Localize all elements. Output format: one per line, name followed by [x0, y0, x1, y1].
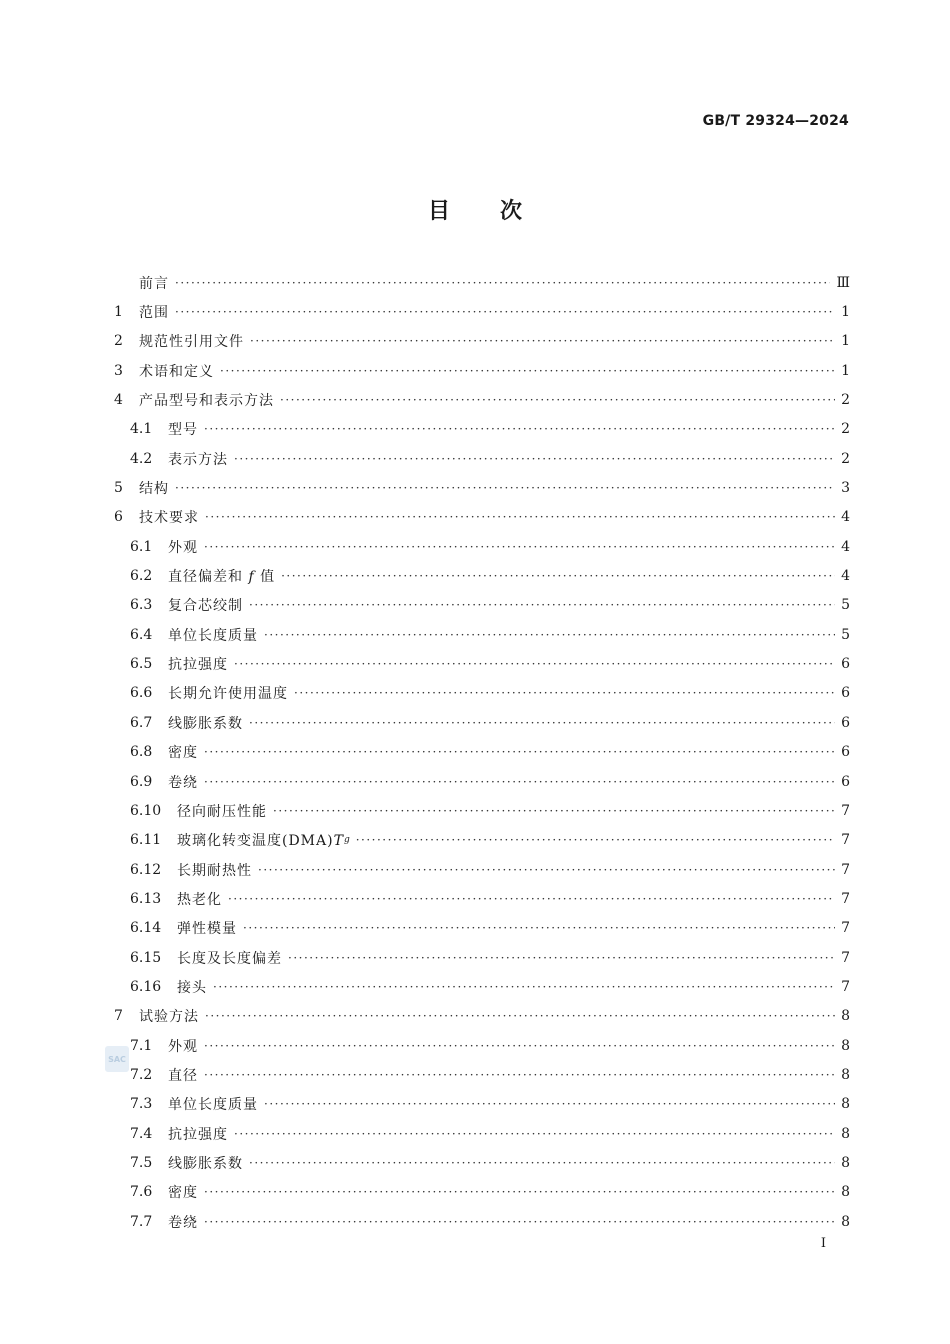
toc-entry-number: 4: [114, 392, 123, 409]
toc-entry-page: 3: [841, 480, 850, 497]
toc-entry-number: 6.3: [130, 597, 153, 614]
toc-entry-page: 8: [841, 1008, 850, 1025]
toc-entry-page: 7: [841, 832, 850, 849]
toc-dot-leader: [204, 422, 835, 436]
toc-entry-number: 5: [114, 480, 123, 497]
toc-entry-page: 6: [841, 714, 850, 731]
toc-entry[interactable]: [114, 473, 850, 502]
toc-entry-number: 6.15: [130, 949, 162, 966]
toc-entry-number: 6.16: [130, 978, 162, 995]
toc-entry-page: 4: [841, 538, 850, 555]
toc-entry-title: 产品型号和表示方法: [139, 393, 274, 410]
toc-entry-page: 7: [841, 920, 850, 937]
toc-entry-number: 7: [114, 1008, 123, 1025]
toc-entry-number: 6.11: [130, 832, 162, 849]
toc-entry-page: 5: [841, 626, 850, 643]
toc-entry[interactable]: [114, 444, 850, 473]
toc-entry[interactable]: [114, 914, 850, 943]
toc-entry-subscript: g: [343, 835, 350, 846]
toc-entry-number: 6.4: [130, 626, 153, 643]
toc-dot-leader: [258, 863, 835, 877]
toc-entry-title: 单位长度质量: [168, 627, 258, 644]
toc-dot-leader: [175, 481, 835, 495]
toc-dot-leader: [250, 334, 835, 348]
toc-entry-page: 8: [841, 1096, 850, 1113]
toc-entry-page: 7: [841, 861, 850, 878]
toc-dot-leader: [273, 804, 835, 818]
toc-entry-title: 复合芯绞制: [168, 598, 243, 615]
toc-entry-number: 6: [114, 509, 123, 526]
toc-entry[interactable]: [114, 1178, 850, 1207]
page-title: [0, 194, 950, 225]
toc-entry-number: 7.5: [130, 1154, 153, 1171]
toc-entry-number: 6.14: [130, 920, 162, 937]
toc-entry-title: 径向耐压性能: [177, 803, 267, 820]
toc-entry-title: 接头: [177, 979, 207, 996]
title-part-2: 次: [500, 199, 523, 224]
toc-entry-number: 6.5: [130, 656, 153, 673]
toc-entry[interactable]: [114, 327, 850, 356]
toc-entry-number: 6.7: [130, 714, 153, 731]
toc-entry-title: 热老化: [177, 891, 222, 908]
toc-entry[interactable]: [114, 561, 850, 590]
toc-entry-title: 外观: [168, 1038, 198, 1055]
toc-entry-page: 5: [841, 597, 850, 614]
toc-entry-page: 2: [841, 450, 850, 467]
toc-dot-leader: [204, 745, 835, 759]
toc-entry-title: 技术要求: [139, 510, 199, 527]
toc-entry-number: 7.1: [130, 1037, 153, 1054]
toc-entry-page: 4: [841, 509, 850, 526]
toc-entry-title: 卷绕: [168, 1214, 198, 1231]
toc-dot-leader: [175, 305, 835, 319]
toc-dot-leader: [234, 1127, 835, 1141]
toc-entry[interactable]: [114, 855, 850, 884]
toc-entry[interactable]: [114, 415, 850, 444]
toc-entry-title: 长期耐热性: [177, 862, 252, 879]
toc-entry-page: 8: [841, 1184, 850, 1201]
toc-entry[interactable]: [114, 767, 850, 796]
toc-entry[interactable]: [114, 1090, 850, 1119]
toc-entry-page: 7: [841, 978, 850, 995]
toc-entry-number: 6.2: [130, 568, 153, 585]
toc-entry-page: 1: [841, 304, 850, 321]
toc-dot-leader: [249, 598, 835, 612]
toc-entry-number: 7.6: [130, 1184, 153, 1201]
toc-entry[interactable]: [114, 738, 850, 767]
toc-entry-title: 直径偏差和 f 值: [168, 569, 276, 586]
toc-entry-title: 术语和定义: [139, 363, 214, 380]
toc-entry-page: 1: [841, 333, 850, 350]
toc-entry[interactable]: [114, 1207, 850, 1236]
toc-dot-leader: [204, 1185, 835, 1199]
toc-entry[interactable]: [114, 826, 850, 855]
toc-entry-number: 7.2: [130, 1066, 153, 1083]
toc-entry[interactable]: [114, 796, 850, 825]
toc-entry-number: 7.7: [130, 1213, 153, 1230]
toc-entry-page: 8: [841, 1154, 850, 1171]
toc-entry-number: 1: [114, 304, 123, 321]
toc-dot-leader: [234, 452, 835, 466]
toc-entry[interactable]: [114, 1119, 850, 1148]
toc-dot-leader: [205, 1009, 835, 1023]
toc-dot-leader: [264, 1097, 835, 1111]
toc-entry[interactable]: [114, 385, 850, 414]
footer-page-number: I: [820, 1236, 826, 1251]
toc-entry-title: 密度: [168, 1185, 198, 1202]
toc-entry[interactable]: [114, 620, 850, 649]
toc-entry-title: 线膨胀系数: [168, 715, 243, 732]
toc-entry-number: 4.2: [130, 450, 153, 467]
toc-entry-title: 单位长度质量: [168, 1097, 258, 1114]
toc-dot-leader: [204, 775, 835, 789]
toc-entry-page: 2: [841, 421, 850, 438]
toc-dot-leader: [356, 833, 835, 847]
toc-dot-leader: [228, 892, 835, 906]
toc-entry-title: 抗拉强度: [168, 657, 228, 674]
toc-dot-leader: [204, 1215, 835, 1229]
toc-entry[interactable]: [114, 356, 850, 385]
toc-entry-title: 试验方法: [139, 1009, 199, 1026]
toc-entry-title: 卷绕: [168, 774, 198, 791]
toc-entry-title: 结构: [139, 481, 169, 498]
toc-entry-number: 7.4: [130, 1125, 153, 1142]
table-of-contents: [114, 268, 850, 1236]
toc-dot-leader: [175, 276, 830, 290]
toc-dot-leader: [280, 393, 835, 407]
toc-entry-title: 前言: [139, 275, 169, 292]
toc-entry-title: 型号: [168, 422, 198, 439]
toc-entry-number: 6.1: [130, 538, 153, 555]
toc-entry-number: 6.12: [130, 861, 162, 878]
toc-entry-page: 1: [841, 362, 850, 379]
toc-entry-number: 6.9: [130, 773, 153, 790]
title-part-1: 目: [427, 199, 450, 224]
toc-dot-leader: [288, 951, 835, 965]
toc-entry-page: 8: [841, 1037, 850, 1054]
toc-entry[interactable]: [114, 1148, 850, 1177]
toc-entry-title: 规范性引用文件: [139, 334, 244, 351]
toc-entry[interactable]: [114, 884, 850, 913]
toc-entry[interactable]: [114, 972, 850, 1001]
toc-entry-title: 抗拉强度: [168, 1126, 228, 1143]
toc-entry[interactable]: [114, 591, 850, 620]
toc-dot-leader: [204, 540, 835, 554]
toc-entry-title: 弹性模量: [177, 921, 237, 938]
toc-entry-page: 6: [841, 773, 850, 790]
toc-dot-leader: [205, 510, 835, 524]
toc-entry-title: 玻璃化转变温度(DMA)T: [177, 833, 344, 850]
toc-entry-title: 长期允许使用温度: [168, 686, 288, 703]
toc-entry-page: 6: [841, 685, 850, 702]
toc-dot-leader: [264, 628, 835, 642]
toc-dot-leader: [249, 1156, 835, 1170]
toc-entry[interactable]: [114, 268, 850, 297]
toc-entry-number: 6.8: [130, 744, 153, 761]
toc-entry-title: 范围: [139, 305, 169, 322]
toc-entry[interactable]: [114, 679, 850, 708]
toc-dot-leader: [204, 1039, 835, 1053]
toc-dot-leader: [243, 921, 835, 935]
toc-dot-leader: [234, 657, 835, 671]
toc-entry-title: 直径: [168, 1067, 198, 1084]
toc-entry-page: 7: [841, 802, 850, 819]
toc-entry-number: 2: [114, 333, 123, 350]
toc-entry-number: 4.1: [130, 421, 153, 438]
toc-entry-number: 6.10: [130, 802, 162, 819]
toc-dot-leader: [294, 686, 835, 700]
toc-dot-leader: [249, 716, 835, 730]
toc-entry-title: 表示方法: [168, 451, 228, 468]
toc-entry[interactable]: [114, 1031, 850, 1060]
toc-entry[interactable]: [114, 297, 850, 326]
toc-entry[interactable]: [114, 649, 850, 678]
toc-dot-leader: [204, 1068, 835, 1082]
toc-entry[interactable]: [114, 708, 850, 737]
standard-code: GB/T 29324—2024: [702, 113, 849, 129]
toc-entry[interactable]: [114, 943, 850, 972]
toc-entry-page: Ⅲ: [836, 274, 850, 291]
toc-dot-leader: [220, 364, 835, 378]
toc-entry-page: 8: [841, 1066, 850, 1083]
toc-entry-page: 2: [841, 392, 850, 409]
toc-entry-page: 8: [841, 1125, 850, 1142]
toc-entry-page: 6: [841, 744, 850, 761]
toc-entry-page: 6: [841, 656, 850, 673]
toc-entry-page: 8: [841, 1213, 850, 1230]
toc-entry-page: 7: [841, 949, 850, 966]
toc-entry-number: 3: [114, 362, 123, 379]
toc-entry-number: 7.3: [130, 1096, 153, 1113]
toc-entry[interactable]: [114, 1002, 850, 1031]
toc-entry-number: 6.6: [130, 685, 153, 702]
toc-entry-page: 7: [841, 890, 850, 907]
toc-entry-number: 6.13: [130, 890, 162, 907]
toc-dot-leader: [281, 569, 835, 583]
toc-entry[interactable]: [114, 532, 850, 561]
toc-entry-title: 线膨胀系数: [168, 1155, 243, 1172]
toc-dot-leader: [213, 980, 835, 994]
toc-entry-title: 密度: [168, 745, 198, 762]
toc-entry-title: 长度及长度偏差: [177, 950, 282, 967]
toc-entry-page: 4: [841, 568, 850, 585]
toc-entry[interactable]: [114, 1060, 850, 1089]
toc-entry[interactable]: [114, 503, 850, 532]
sac-watermark-logo: SAC: [105, 1046, 129, 1072]
toc-entry-title: 外观: [168, 539, 198, 556]
